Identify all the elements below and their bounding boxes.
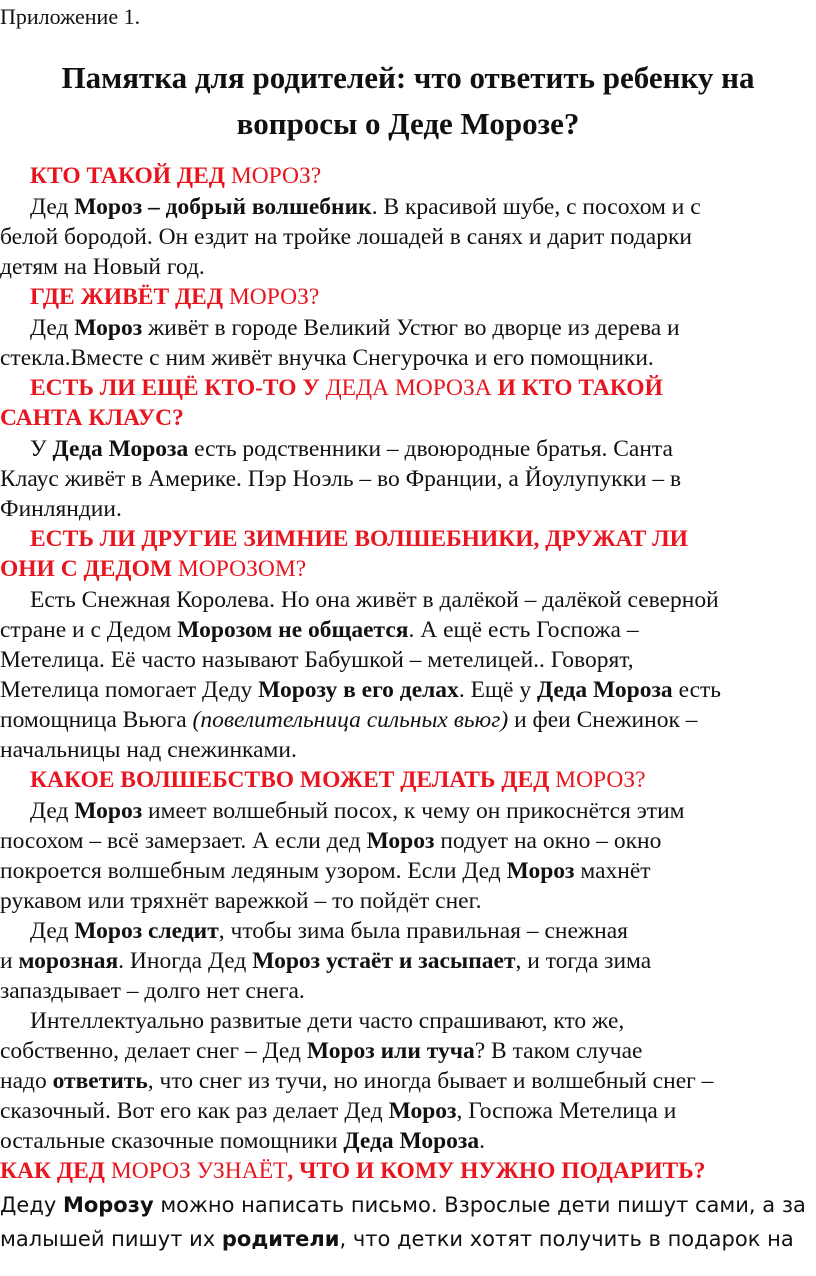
text-run: Мороз устаёт и засыпает bbox=[252, 948, 516, 974]
paragraph-line: детям на Новый год. bbox=[0, 254, 205, 280]
text-run: ДЕДА МОРОЗА bbox=[319, 375, 492, 401]
text-run: ? В таком случае bbox=[474, 1038, 643, 1064]
paragraph-line bbox=[0, 1036, 642, 1066]
page-title-line-2: вопросы о Деде Морозе? bbox=[236, 106, 580, 141]
text-run: ГДЕ ЖИВЁТ ДЕД bbox=[30, 284, 224, 310]
paragraph-line bbox=[30, 434, 673, 464]
paragraph-line: стекла.Вместе с ним живёт внучка Снегурочка и его помощники. bbox=[0, 345, 654, 371]
paragraph-line bbox=[30, 796, 685, 826]
paragraph-line: начальницы над снежинками. bbox=[0, 737, 297, 763]
paragraph-line: Есть Снежная Королева. Но она живёт в далёкой – далёкой северной bbox=[30, 587, 719, 613]
text-run: . Ещё у bbox=[458, 677, 537, 703]
text-run: собственно, делает снег – Дед bbox=[0, 1038, 307, 1064]
text-run: посохом – всё замерзает. А если дед bbox=[0, 828, 367, 854]
text-run: МОРОЗОМ? bbox=[172, 556, 307, 582]
text-run: КАК ДЕД bbox=[0, 1158, 105, 1184]
text-run: Дед bbox=[30, 918, 75, 944]
text-run: . Иногда Дед bbox=[118, 948, 253, 974]
text-run: Морозу bbox=[62, 1193, 154, 1217]
text-run: Деда Мороза bbox=[536, 677, 673, 703]
text-run: остальные сказочные помощники bbox=[0, 1128, 344, 1154]
question-santa-claus-cont: САНТА КЛАУС? bbox=[0, 405, 184, 431]
text-run: и феи Снежинок – bbox=[508, 707, 698, 733]
text-run: Морозом не общается bbox=[177, 617, 409, 643]
text-run: Мороз следит bbox=[74, 918, 219, 944]
text-run: есть bbox=[672, 677, 721, 703]
question-what-magic bbox=[30, 765, 646, 795]
text-run: Мороз bbox=[74, 315, 143, 341]
text-run: И КТО ТАКОЙ bbox=[491, 375, 663, 401]
text-run: Мороз bbox=[506, 858, 575, 884]
paragraph-line bbox=[0, 1126, 485, 1156]
question-winter-wizards-cont bbox=[0, 554, 306, 584]
text-run: ЕСТЬ ЛИ ЕЩЁ КТО-ТО У bbox=[30, 375, 320, 401]
text-run: помощница Вьюга bbox=[0, 707, 193, 733]
paragraph-line bbox=[0, 1066, 713, 1096]
text-run: МОРОЗ? bbox=[224, 163, 322, 189]
paragraph-line: белой бородой. Он ездит на тройке лошадей в санях и дарит подарки bbox=[0, 224, 692, 250]
text-run: МОРОЗ? bbox=[549, 767, 646, 793]
text-run: Мороз bbox=[388, 1098, 457, 1124]
text-run: стране и с Дедом bbox=[0, 617, 178, 643]
text-run: покроется волшебным ледяным узором. Если Дед bbox=[0, 858, 507, 884]
paragraph-line: рукавом или тряхнёт варежкой – то пойдёт снег. bbox=[0, 888, 482, 914]
text-run: ОНИ С ДЕДОМ bbox=[0, 556, 173, 582]
text-run: Деда Мороза bbox=[343, 1128, 480, 1154]
text-run: КТО ТАКОЙ ДЕД bbox=[30, 163, 225, 189]
text-run: живёт в городе Великий Устюг во дворце из дерева и bbox=[142, 315, 680, 341]
question-winter-wizards: ЕСТЬ ЛИ ДРУГИЕ ЗИМНИЕ ВОЛШЕБНИКИ, ДРУЖАТ ЛИ bbox=[30, 526, 688, 552]
paragraph-line: Интеллектуально развитые дети часто спрашивают, кто же, bbox=[30, 1008, 625, 1034]
text-run: (повелительница сильных вьюг) bbox=[192, 707, 509, 733]
text-run: МОРОЗ? bbox=[223, 284, 320, 310]
text-run: имеет волшебный посох, к чему он прикоснётся этим bbox=[142, 798, 685, 824]
text-run: Метелица помогает Деду bbox=[0, 677, 259, 703]
paragraph-line: Клаус живёт в Америке. Пэр Ноэль – во Франции, а Йоулупукки – в bbox=[0, 466, 682, 492]
paragraph-line bbox=[0, 1224, 794, 1254]
text-run: Мороз bbox=[74, 798, 143, 824]
page-title-line-1: Памятка для родителей: что ответить ребенку на bbox=[61, 60, 755, 95]
text-run: сказочный. Вот его как раз делает Дед bbox=[0, 1098, 389, 1124]
appendix-label: Приложение 1. bbox=[0, 4, 141, 29]
text-run: махнёт bbox=[574, 858, 651, 884]
text-run: , что детки хотят получить в подарок на bbox=[339, 1227, 794, 1251]
text-run: Деда Мороза bbox=[52, 436, 189, 462]
paragraph-line bbox=[0, 856, 651, 886]
paragraph-line bbox=[30, 192, 701, 222]
text-run: , ЧТО И КОМУ НУЖНО ПОДАРИТЬ? bbox=[287, 1158, 706, 1184]
text-run: КАКОЕ ВОЛШЕБСТВО МОЖЕТ ДЕЛАТЬ ДЕД bbox=[30, 767, 550, 793]
paragraph-line bbox=[0, 1190, 806, 1220]
text-run: Мороз или туча bbox=[306, 1038, 475, 1064]
paragraph-line bbox=[0, 615, 639, 645]
paragraph-line bbox=[30, 916, 628, 946]
paragraph-line bbox=[30, 313, 680, 343]
paragraph-line bbox=[0, 705, 697, 735]
question-how-knows-gifts bbox=[0, 1156, 705, 1186]
text-run: У bbox=[30, 436, 53, 462]
text-run: , чтобы зима была правильная – снежная bbox=[218, 918, 628, 944]
text-run: , Госпожа Метелица и bbox=[456, 1098, 677, 1124]
text-run: можно написать письмо. Взрослые дети пишут сами, а за bbox=[153, 1193, 806, 1217]
text-run: и bbox=[0, 948, 19, 974]
paragraph-line: Метелица. Её часто называют Бабушкой – метелицей.. Говорят, bbox=[0, 647, 634, 673]
text-run: надо bbox=[0, 1068, 53, 1094]
text-run: родители bbox=[221, 1227, 340, 1251]
paragraph-line bbox=[0, 675, 721, 705]
text-run: подует на окно – окно bbox=[434, 828, 662, 854]
text-run: Дед bbox=[30, 194, 75, 220]
text-run: Дед bbox=[30, 315, 75, 341]
text-run: Деду bbox=[0, 1193, 63, 1217]
paragraph-line bbox=[0, 946, 651, 976]
text-run: , и тогда зима bbox=[515, 948, 652, 974]
text-run: Морозу в его делах bbox=[258, 677, 459, 703]
text-run: Мороз – добрый волшебник bbox=[74, 194, 372, 220]
question-where-lives bbox=[30, 282, 319, 312]
text-run: МОРОЗ УЗНАЁТ bbox=[104, 1158, 288, 1184]
question-santa-claus bbox=[30, 373, 663, 403]
text-run: ответить bbox=[52, 1068, 148, 1094]
text-run: . bbox=[479, 1128, 485, 1154]
text-run: морозная bbox=[18, 948, 119, 974]
paragraph-line: Финляндии. bbox=[0, 496, 122, 522]
paragraph-line bbox=[0, 826, 661, 856]
text-run: малышей пишут их bbox=[0, 1227, 222, 1251]
text-run: , что снег из тучи, но иногда бывает и волшебный снег – bbox=[147, 1068, 714, 1094]
text-run: . В красивой шубе, с посохом и с bbox=[371, 194, 701, 220]
question-who-is-ded-moroz bbox=[30, 161, 321, 191]
text-run: есть родственники – двоюродные братья. Санта bbox=[188, 436, 673, 462]
text-run: Мороз bbox=[366, 828, 435, 854]
text-run: Дед bbox=[30, 798, 75, 824]
paragraph-line bbox=[0, 1096, 676, 1126]
text-run: . А ещё есть Госпожа – bbox=[408, 617, 639, 643]
paragraph-line: запаздывает – долго нет снега. bbox=[0, 978, 305, 1004]
